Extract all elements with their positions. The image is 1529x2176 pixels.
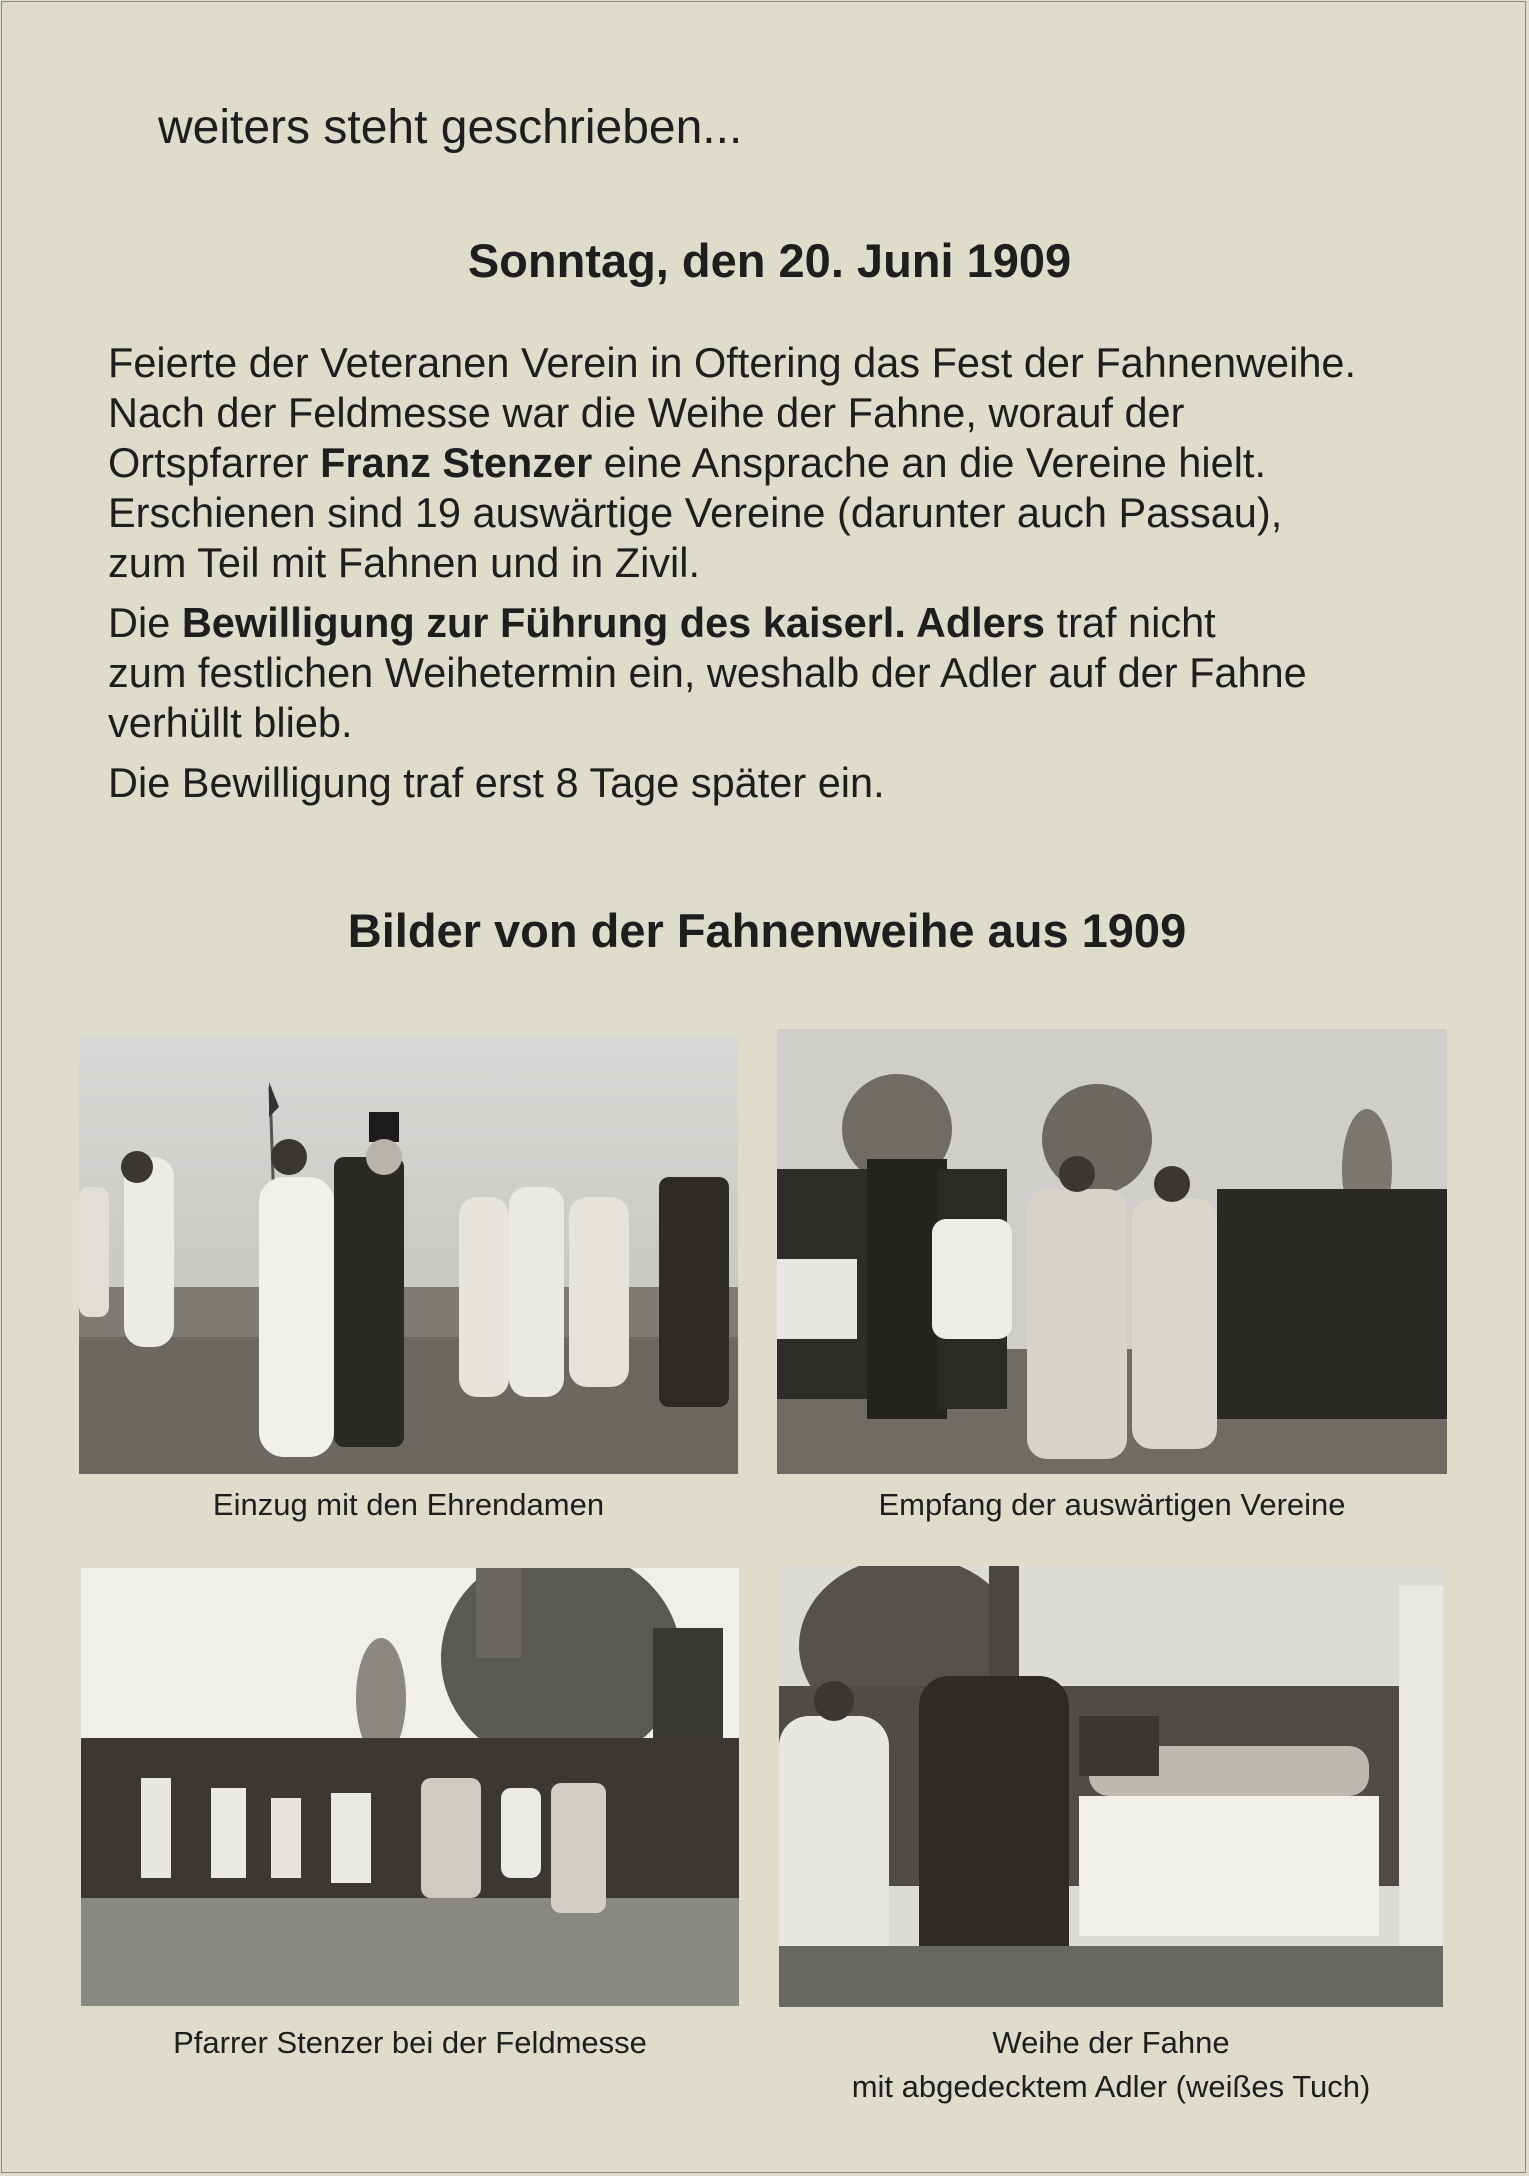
caption-3: Pfarrer Stenzer bei der Feldmesse <box>173 2025 647 2060</box>
paragraph-2 <box>108 598 1508 748</box>
p1-line-4: Erschienen sind 19 auswärtige Vereine (darunter auch Passau), <box>108 489 1283 536</box>
p1-line-2: Nach der Feldmesse war die Weihe der Fahne, worauf der <box>108 389 1185 436</box>
caption-4-line-2: mit abgedecktem Adler (weißes Tuch) <box>851 2069 1371 2104</box>
photo-field-mass <box>81 1568 739 2006</box>
intro-text: weiters steht geschrieben... <box>158 101 743 154</box>
photo-procession <box>79 1037 738 1474</box>
caption-1: Einzug mit den Ehrendamen <box>212 1487 605 1522</box>
pastor-name: Franz Stenzer <box>320 439 593 486</box>
gallery-heading: Bilder von der Fahnenweihe aus 1909 <box>347 904 1187 957</box>
paragraph-3: Die Bewilligung traf erst 8 Tage später ein. <box>108 759 885 806</box>
caption-4-line-1: Weihe der Fahne <box>992 2025 1230 2060</box>
p2-line-1-suffix: traf nicht <box>1045 599 1216 646</box>
photo-flag-blessing <box>779 1566 1443 2007</box>
p1-line-1: Feierte der Veteranen Verein in Oftering das Fest der Fahnenweihe. <box>108 339 1357 386</box>
p1-line-3-prefix: Ortspfarrer <box>108 439 321 486</box>
p2-line-3: verhüllt blieb. <box>108 699 353 746</box>
p1-line-3-suffix: eine Ansprache an die Vereine hielt. <box>592 439 1266 486</box>
paragraph-1 <box>108 338 1508 588</box>
date-heading: Sonntag, den 20. Juni 1909 <box>467 234 1072 287</box>
p2-line-1-prefix: Die <box>108 599 182 646</box>
p2-line-2: zum festlichen Weihetermin ein, weshalb der Adler auf der Fahne <box>108 649 1307 696</box>
caption-2: Empfang der auswärtigen Vereine <box>878 1487 1346 1522</box>
caption-4 <box>779 2021 1443 2109</box>
eagle-permission-bold: Bewilligung zur Führung des kaiserl. Adlers <box>181 599 1046 646</box>
p1-line-5: zum Teil mit Fahnen und in Zivil. <box>108 539 701 586</box>
photo-reception <box>777 1029 1447 1474</box>
article-body <box>108 338 1508 808</box>
